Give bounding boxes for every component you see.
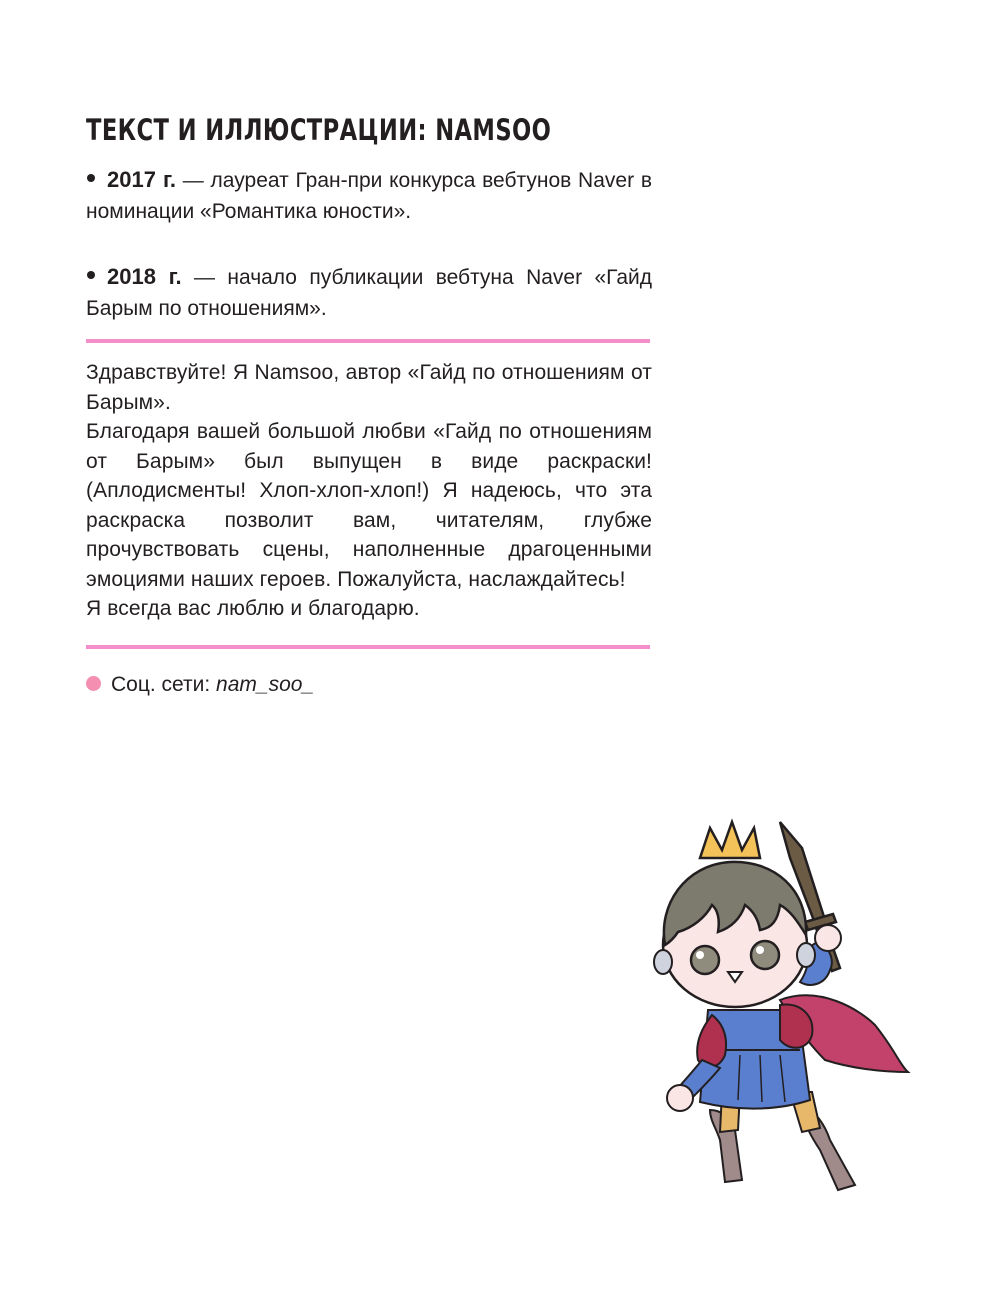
social-handle: nam_soo_ xyxy=(216,673,315,696)
bio-year: 2018 г. xyxy=(107,264,182,289)
social-line xyxy=(86,671,314,699)
greeting-paragraph: Я всегда вас люблю и благодарю. xyxy=(86,597,420,620)
greeting-paragraph: Здравствуйте! Я Namsoo, автор «Гайд по отношениям от Барым». xyxy=(86,361,652,414)
greeting-message xyxy=(86,358,652,624)
bio-text: — начало публикации вебтуна Naver «Гайд Барым по отношениям». xyxy=(86,266,652,320)
bullet-icon xyxy=(87,271,95,279)
pink-dot-icon xyxy=(86,676,101,691)
greeting-paragraph: Благодаря вашей большой любви «Гайд по отношениям от Барым» был выпущен в виде раскраски! (Аплодисменты! Хлоп-хлоп-хлоп!) Я надеюсь, что эта раскраска позволит вам, читателям, глубже прочувствовать сцены, наполненные драгоценными эмоциями наших героев. Пожалуйста, наслаждайтесь! xyxy=(86,420,652,591)
bio-item-2018 xyxy=(86,261,652,324)
bullet-icon xyxy=(87,174,95,182)
top-divider xyxy=(86,339,650,343)
bottom-divider xyxy=(86,645,650,649)
bio-item-2017 xyxy=(86,164,652,227)
prince-with-sword-illustration xyxy=(630,810,930,1210)
bio-text: — лауреат Гран-при конкурса вебтунов Naver в номинации «Романтика юности». xyxy=(86,169,652,223)
social-label: Соц. сети: xyxy=(111,673,217,696)
page-title: ТЕКСТ И ИЛЛЮСТРАЦИИ: NAMSOO xyxy=(86,113,552,147)
bio-year: 2017 г. xyxy=(107,167,177,192)
